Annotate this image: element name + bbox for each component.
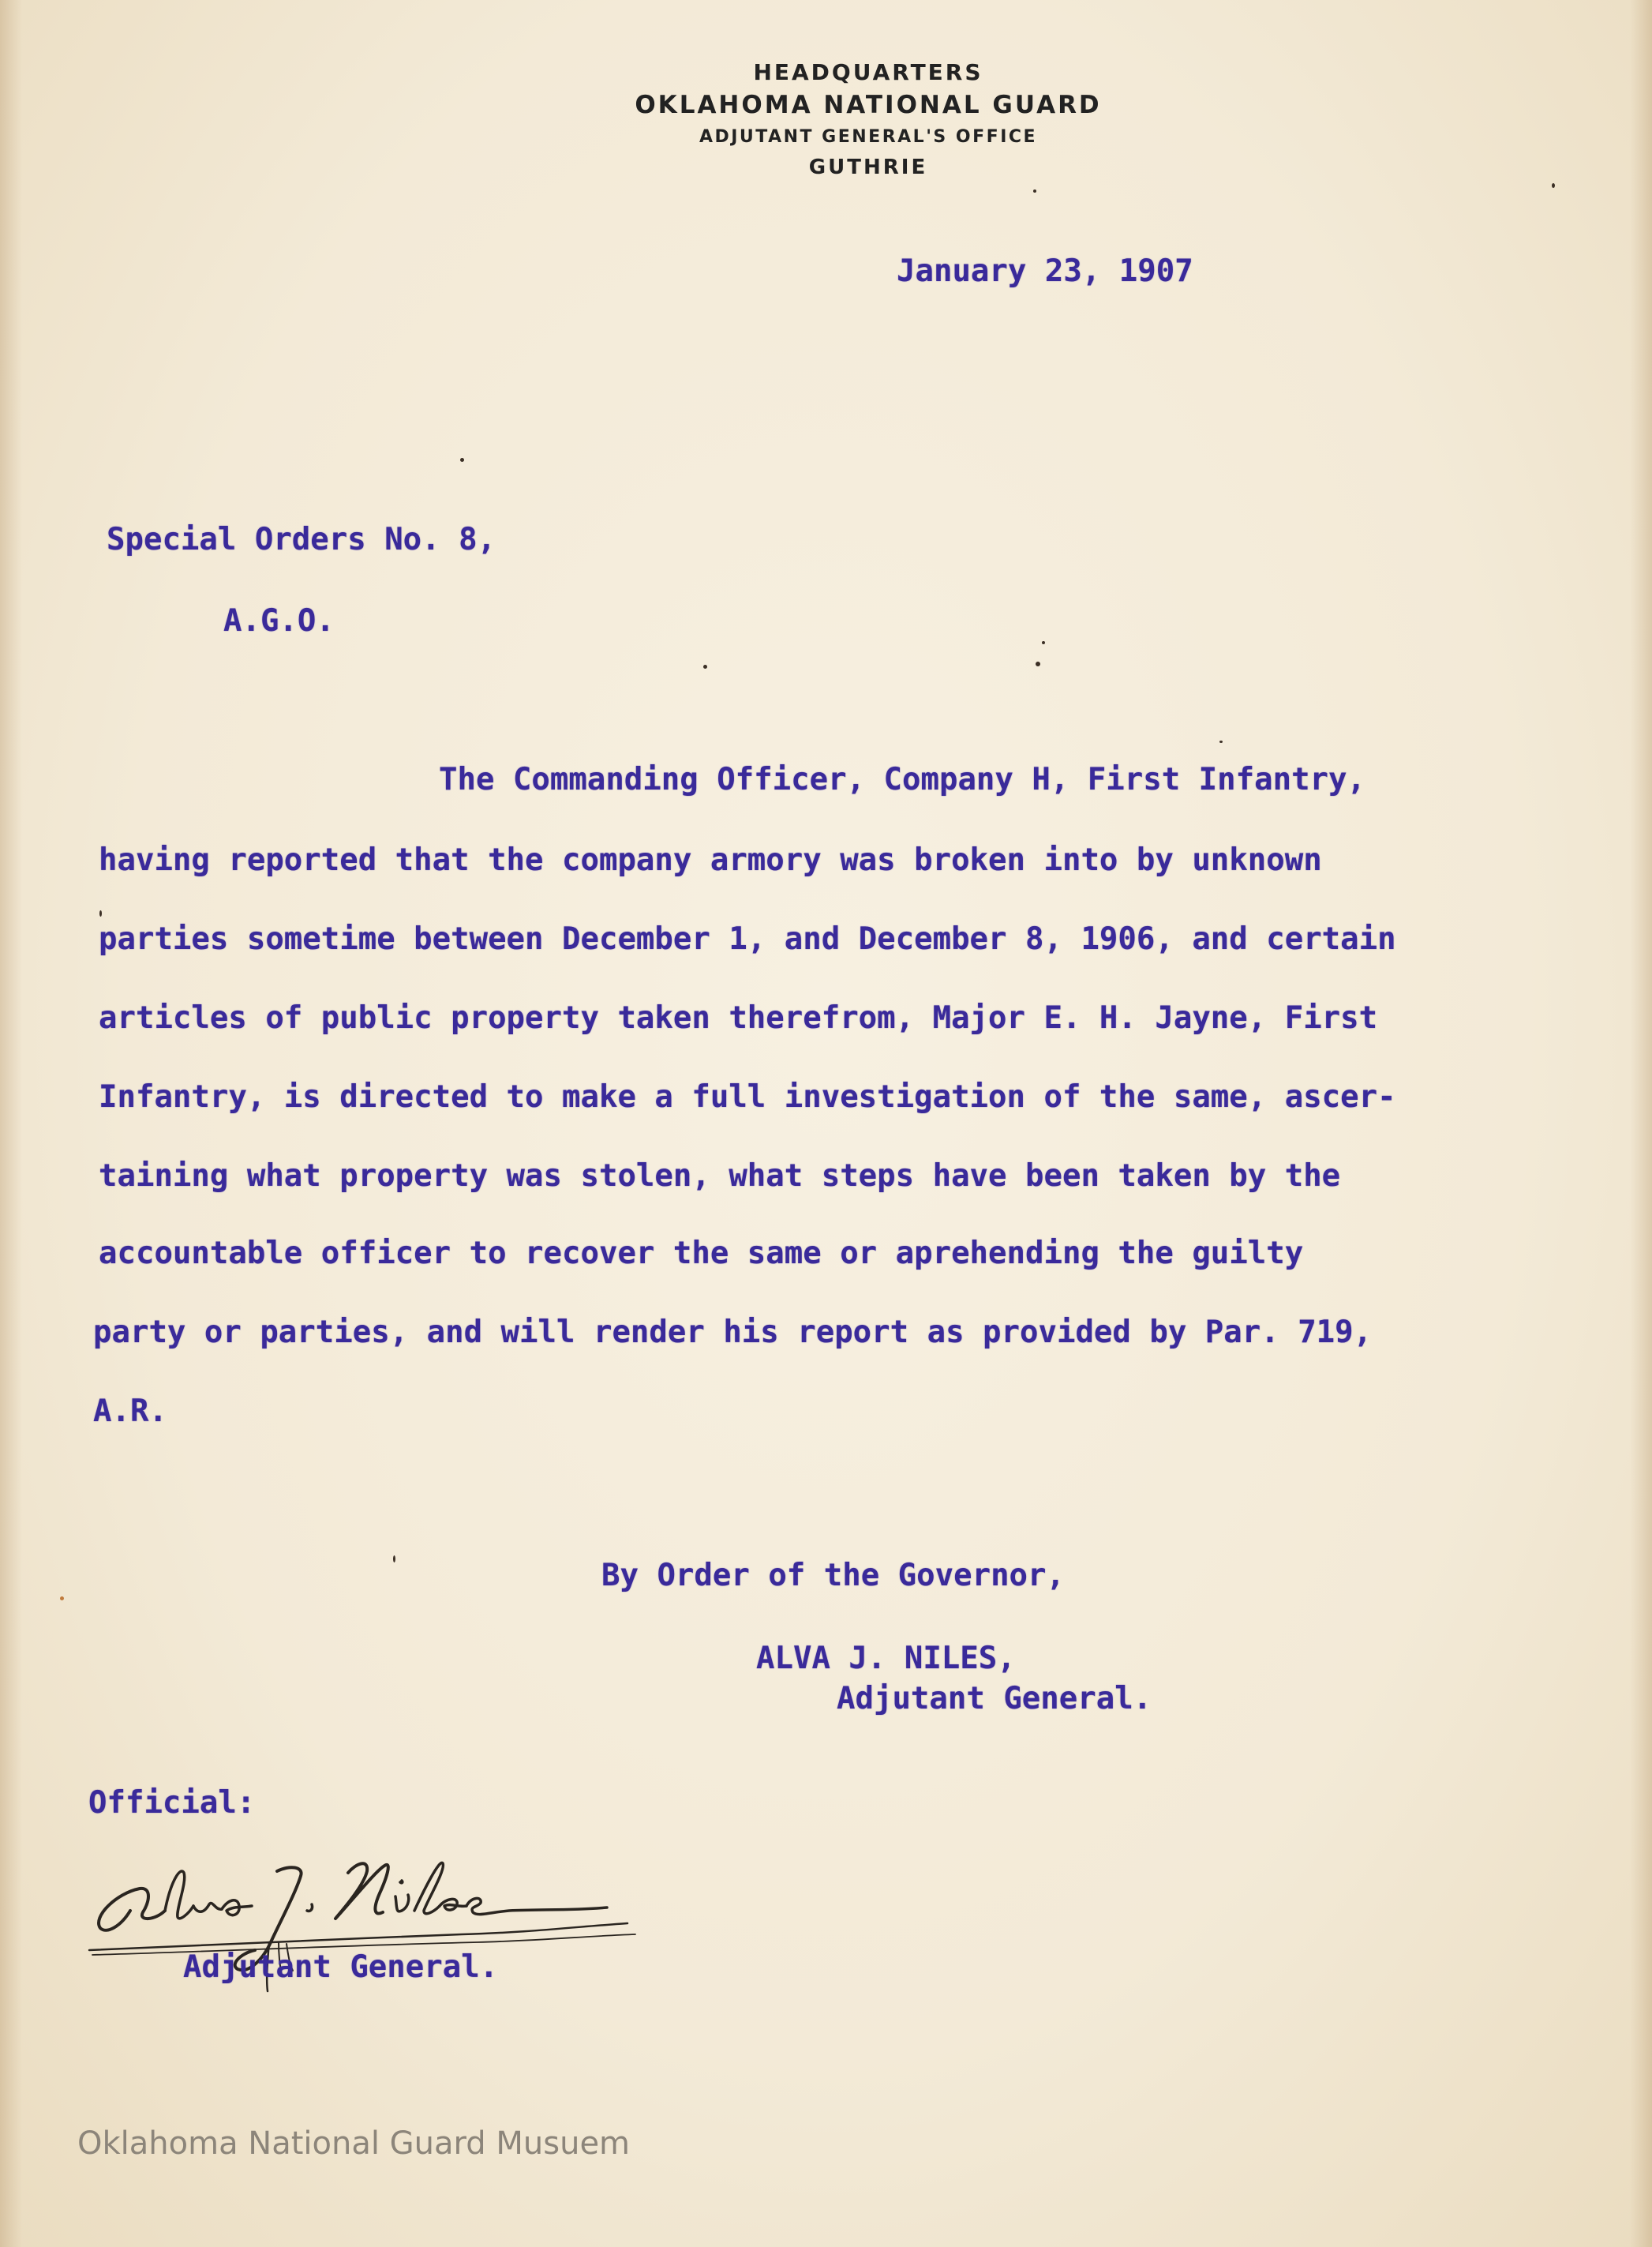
signer-name: ALVA J. NILES, xyxy=(756,1641,1016,1676)
official-label: Official: xyxy=(88,1785,256,1821)
paper-speck xyxy=(1219,741,1223,743)
body-line: parties sometime between December 1, and December 8, 1906, and certain xyxy=(99,921,1396,957)
letterhead-office: ADJUTANT GENERAL'S OFFICE xyxy=(699,127,1038,147)
paper-speck xyxy=(1036,662,1040,666)
paper-speck xyxy=(99,910,102,917)
body-line: accountable officer to recover the same or aprehending the guilty xyxy=(99,1236,1304,1271)
paper-speck xyxy=(460,458,464,462)
paper-speck xyxy=(1042,641,1045,644)
body-line: having reported that the company armory was broken into by unknown xyxy=(99,842,1322,878)
paper-speck xyxy=(1033,189,1036,193)
letterhead-city: GUTHRIE xyxy=(808,156,928,179)
issuing-office: A.G.O. xyxy=(223,603,335,639)
body-line: party or parties, and will render his report as provided by Par. 719, xyxy=(93,1315,1373,1350)
paper-speck xyxy=(703,665,707,669)
order-number: Special Orders No. 8, xyxy=(107,522,496,557)
signer-title: Adjutant General. xyxy=(837,1681,1152,1716)
body-line: Infantry, is directed to make a full investigation of the same, ascer- xyxy=(99,1079,1396,1115)
body-line: articles of public property taken therefrom, Major E. H. Jayne, First xyxy=(99,1000,1378,1036)
museum-watermark: Oklahoma National Guard Musuem xyxy=(77,2125,631,2162)
paper-right-edge xyxy=(1630,0,1652,2247)
closing-line: By Order of the Governor, xyxy=(601,1558,1065,1593)
letterhead xyxy=(489,59,1247,179)
paper-speck xyxy=(393,1555,395,1562)
official-title: Adjutant General. xyxy=(183,1949,499,1985)
body-line: A.R. xyxy=(93,1394,167,1429)
document-date: January 23, 1907 xyxy=(897,253,1193,289)
body-line: The Commanding Officer, Company H, First Infantry, xyxy=(439,762,1365,797)
paper-speck xyxy=(60,1596,64,1600)
body-line: taining what property was stolen, what steps have been taken by the xyxy=(99,1158,1341,1194)
letterhead-organization: OKLAHOMA NATIONAL GUARD xyxy=(635,91,1102,119)
letterhead-headquarters: HEADQUARTERS xyxy=(753,59,983,85)
paper-left-edge xyxy=(0,0,22,2247)
paper-speck xyxy=(1552,183,1555,188)
